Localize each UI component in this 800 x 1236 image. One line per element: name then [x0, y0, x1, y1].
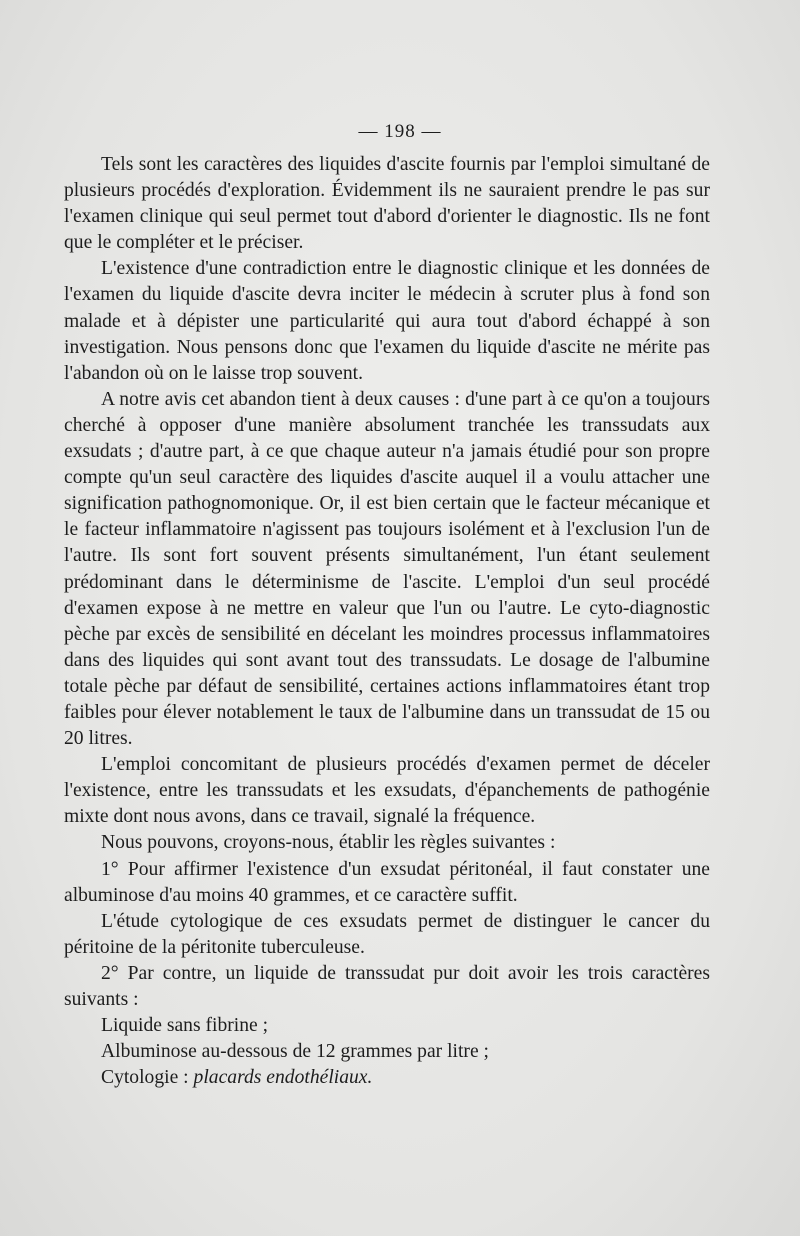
paragraph: L'existence d'une contradiction entre le diagnostic clinique et les données de l'examen du liquide d'ascite devra inciter le médecin à scruter plus à fond son malade et à dépister une particularité qui aura tout d'abord échappé à son investigation. Nous pensons donc que l'examen du liquide d'ascite ne mérite pas l'abandon où on le laisse trop souvent. [64, 258, 710, 384]
list-item-italic: placards endothéliaux. [193, 1067, 373, 1089]
paragraph: Nous pouvons, croyons-nous, établir les règles suivantes : [101, 832, 556, 854]
paragraph: L'emploi concomitant de plusieurs procédés d'examen permet de déceler l'existence, entre les transsudats et les exsudats, d'épanchements de pathogénie mixte dont nous avons, dans ce travail, signalé la fréquence. [64, 754, 710, 828]
paragraph: Tels sont les caractères des liquides d'ascite fournis par l'emploi simultané de plusieurs procédés d'exploration. Évidemment ils ne sauraient prendre le pas sur l'examen clinique qui seul permet tout d'abord d'orienter le diagnostic. Ils ne font que le compléter et le préciser. [64, 154, 710, 254]
paragraph: L'étude cytologique de ces exsudats permet de distinguer le cancer du péritoine de la péritonite tuberculeuse. [64, 910, 710, 958]
page-number: — 198 — [358, 121, 442, 142]
list-item: Albuminose au-dessous de 12 grammes par litre ; [101, 1041, 489, 1063]
list-item: Liquide sans fibrine ; [101, 1015, 269, 1037]
body-text [64, 152, 710, 1091]
paragraph: 2° Par contre, un liquide de transsudat pur doit avoir les trois caractères suivants : [64, 962, 710, 1010]
list-item [64, 1065, 710, 1091]
list-item-label: Cytologie : [101, 1067, 189, 1089]
paragraph: A notre avis cet abandon tient à deux causes : d'une part à ce qu'on a toujours cherché à opposer d'une manière absolument tranchée les transsudats aux exsudats ; d'autre part, à ce que chaque auteur n'a jamais étudié pour son propre compte qu'un seul caractère des liquides d'ascite auquel il a voulu attacher une signification pathognomonique. Or, il est bien certain que le facteur mécanique et le facteur inflammatoire n'agissent pas toujours isolément et à l'exclusion l'un de l'autre. Ils sont fort souvent présents simultanément, l'un étant seulement prédominant dans le déterminisme de l'ascite. L'emploi d'un seul procédé d'examen expose à ne mettre en valeur que l'un ou l'autre. Le cyto-diagnostic pèche par excès de sensibilité en décelant les moindres processus inflammatoires dans des liquides qui sont avant tout des transsudats. Le dosage de l'albumine totale pèche par défaut de sensibilité, certaines actions inflammatoires étant trop faibles pour élever notablement le taux de l'albumine dans un transsudat de 15 ou 20 litres. [64, 388, 710, 750]
paragraph: 1° Pour affirmer l'existence d'un exsudat péritonéal, il faut constater une albuminose d'au moins 40 grammes, et ce caractère suffit. [64, 858, 710, 906]
